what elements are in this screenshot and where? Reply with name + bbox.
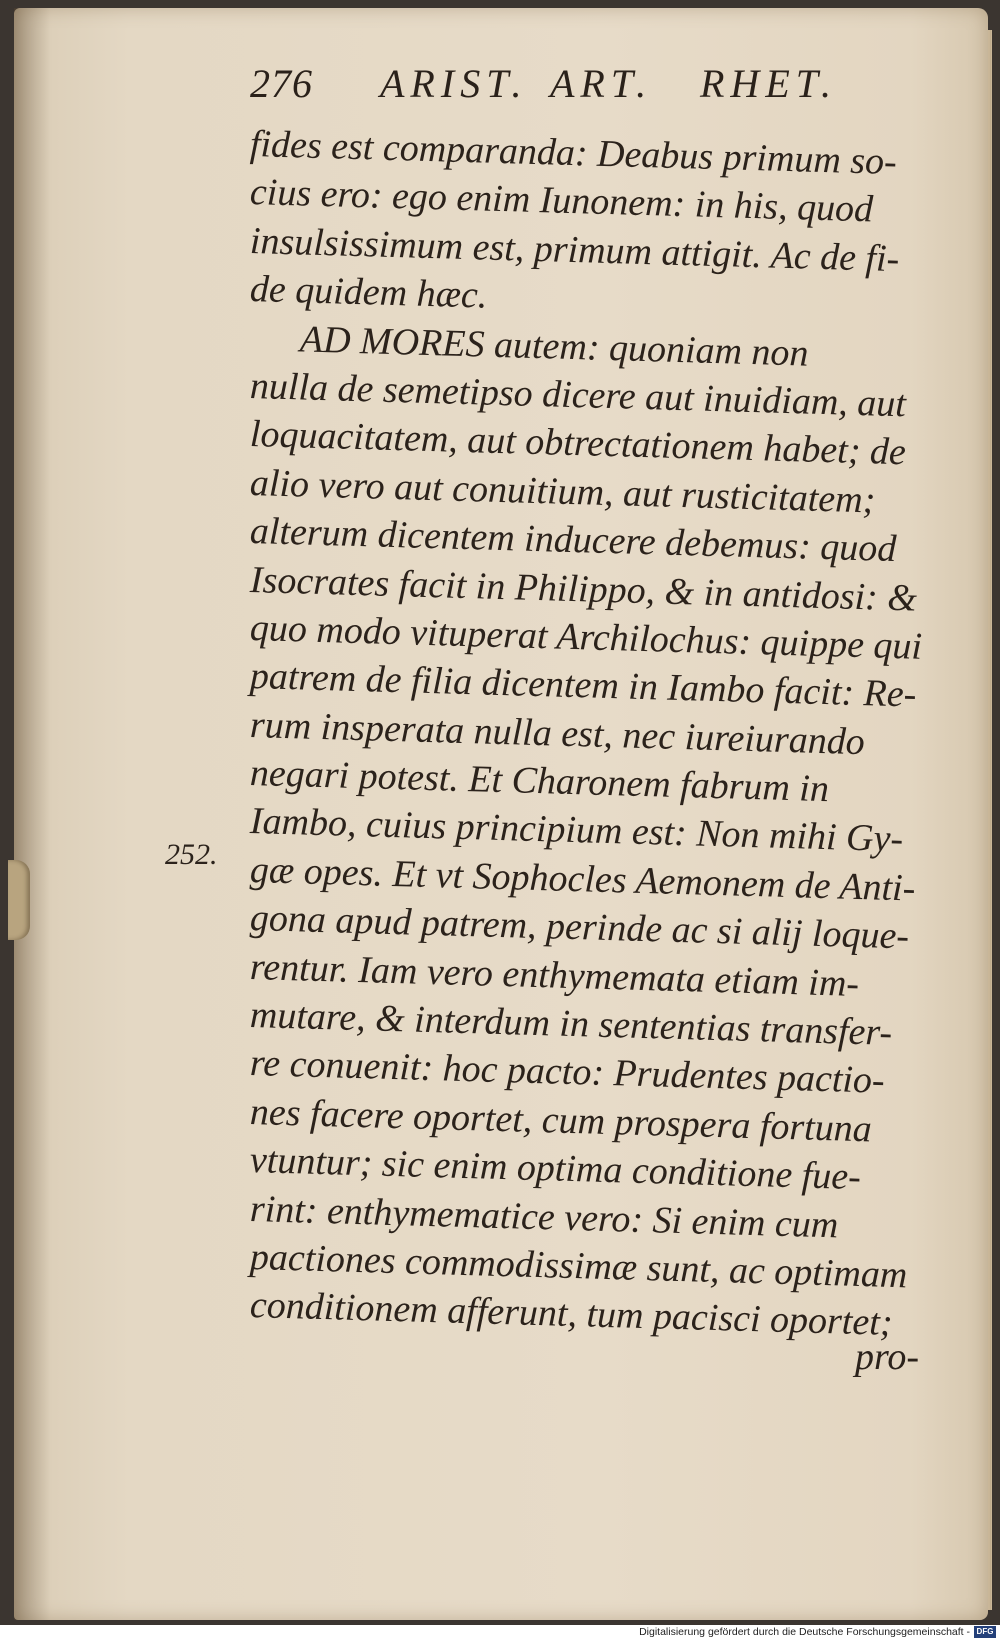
text-line: vtuntur; sic enim optima conditione fue-: [249, 1139, 862, 1199]
text-line: cius ero: ego enim Iunonem: in his, quod: [249, 171, 874, 231]
text-line: Isocrates facit in Philippo, & in antidosi: &: [249, 558, 918, 620]
text-line: fides est comparanda: Deabus primum so-: [249, 123, 898, 184]
text-line: rum insperata nulla est, nec iureiurando: [249, 703, 866, 763]
page-number: 276: [250, 61, 313, 106]
text-line: gona apud patrem, perinde ac si alij loque-: [249, 897, 910, 958]
text-line: gæ opes. Et vt Sophocles Aemonem de Anti-: [249, 848, 916, 910]
margin-note: 252.: [165, 838, 218, 871]
running-title-3: RHET.: [700, 61, 838, 106]
running-head: [250, 60, 860, 110]
running-title-1: ARIST.: [380, 61, 528, 106]
page-gutter-shadow: [14, 8, 50, 1620]
text-line: pactiones commodissimæ sunt, ac optimam: [249, 1235, 908, 1297]
text-line: Iambo, cuius principium est: Non mihi Gy-: [249, 800, 904, 861]
footer-bar: [0, 1625, 1000, 1640]
text-line: rentur. Iam vero enthymemata etiam im-: [249, 945, 860, 1005]
text-line: alio vero aut conuitium, aut rusticitatem;: [249, 461, 876, 522]
text-line: rint: enthymematice vero: Si enim cum: [249, 1187, 839, 1247]
catchword: pro-: [855, 1336, 920, 1378]
text-line: patrem de filia dicentem in Iambo facit: Re-: [249, 655, 917, 716]
running-title-2: ART.: [550, 61, 653, 106]
text-line: negari potest. Et Charonem fabrum in: [249, 752, 830, 811]
body-text: [249, 120, 950, 1345]
binding-clasp: [8, 860, 30, 940]
text-line: conditionem afferunt, tum pacisci oportet;: [249, 1284, 894, 1345]
text-line: AD MORES autem: quoniam non: [299, 317, 810, 375]
text-line: re conuenit: hoc pacto: Prudentes pactio-: [249, 1042, 886, 1103]
text-line: mutare, & interdum in sententias transfer-: [249, 994, 893, 1054]
text-line: loquacitatem, aut obtrectationem habet; de: [249, 413, 907, 474]
text-line: alterum dicentem inducere debemus: quod: [249, 510, 897, 571]
text-line: nes facere oportet, cum prospera fortuna: [249, 1090, 873, 1151]
text-line: quo modo vituperat Archilochus: quippe qui: [249, 606, 923, 668]
text-line: de quidem hæc.: [249, 268, 488, 317]
text-line: insulsissimum est, primum attigit. Ac de fi-: [249, 219, 900, 280]
text-line: nulla de semetipso dicere aut inuidiam, aut: [249, 364, 907, 426]
dfg-logo: DFG: [974, 1626, 996, 1638]
footer-credit: Digitalisierung gefördert durch die Deutsche Forschungsgemeinschaft -: [639, 1626, 970, 1638]
